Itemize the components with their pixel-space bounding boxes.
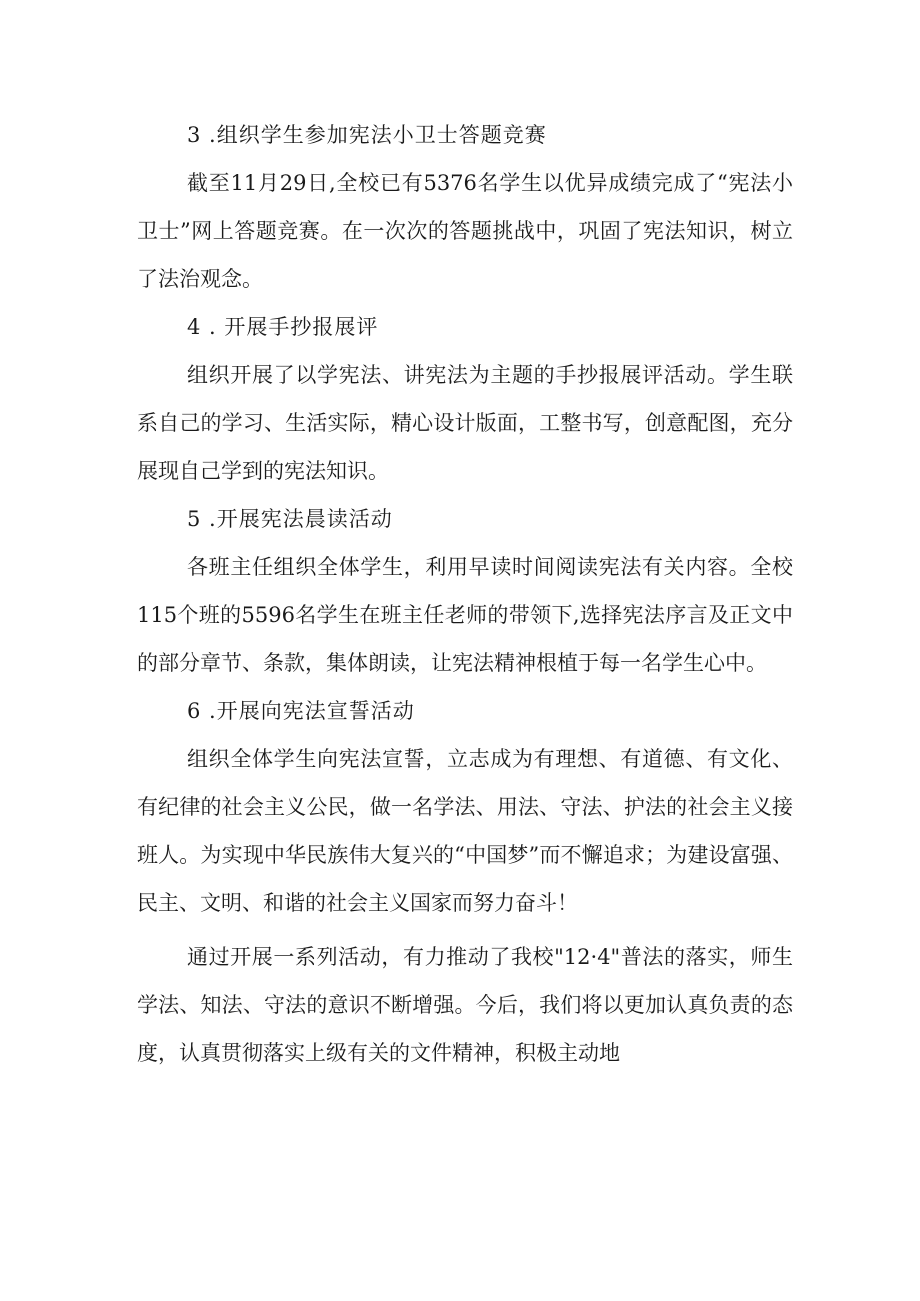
section-heading-4: 4 . 开展手抄报展评	[187, 315, 379, 339]
document-body	[137, 111, 793, 1077]
section-body-4: 组织开展了以学宪法、讲宪法为主题的手抄报展评活动。学生联系自己的学习、生活实际，精心设计版面，工整书写，创意配图，充分展现自己学到的宪法知识。	[137, 363, 793, 483]
closing-paragraph: 通过开展一系列活动，有力推动了我校"12·4"普法的落实，师生学法、知法、守法的意识不断增强。今后，我们将以更加认真负责的态度，认真贯彻落实上级有关的文件精神，积极主动地	[137, 945, 793, 1065]
section-body-3: 截至11月29日,全校已有5376名学生以优异成绩完成了“宪法小卫士”网上答题竞赛。在一次次的答题挑战中，巩固了宪法知识，树立了法治观念。	[137, 171, 793, 291]
section-heading-5: 5 .开展宪法晨读活动	[187, 507, 393, 531]
section-heading-3: 3 .组织学生参加宪法小卫士答题竞赛	[187, 123, 547, 147]
section-body-6: 组织全体学生向宪法宣誓，立志成为有理想、有道德、有文化、有纪律的社会主义公民，做一名学法、用法、守法、护法的社会主义接班人。为实现中华民族伟大复兴的“中国梦”而不懈追求；为建设富强、民主、文明、和谐的社会主义国家而努力奋斗！	[137, 747, 793, 915]
section-body-5: 各班主任组织全体学生，利用早读时间阅读宪法有关内容。全校115个班的5596名学生在班主任老师的带领下,选择宪法序言及正文中的部分章节、条款，集体朗读，让宪法精神根植于每一名学生心中。	[137, 555, 793, 675]
section-heading-6: 6 .开展向宪法宣誓活动	[187, 699, 415, 723]
